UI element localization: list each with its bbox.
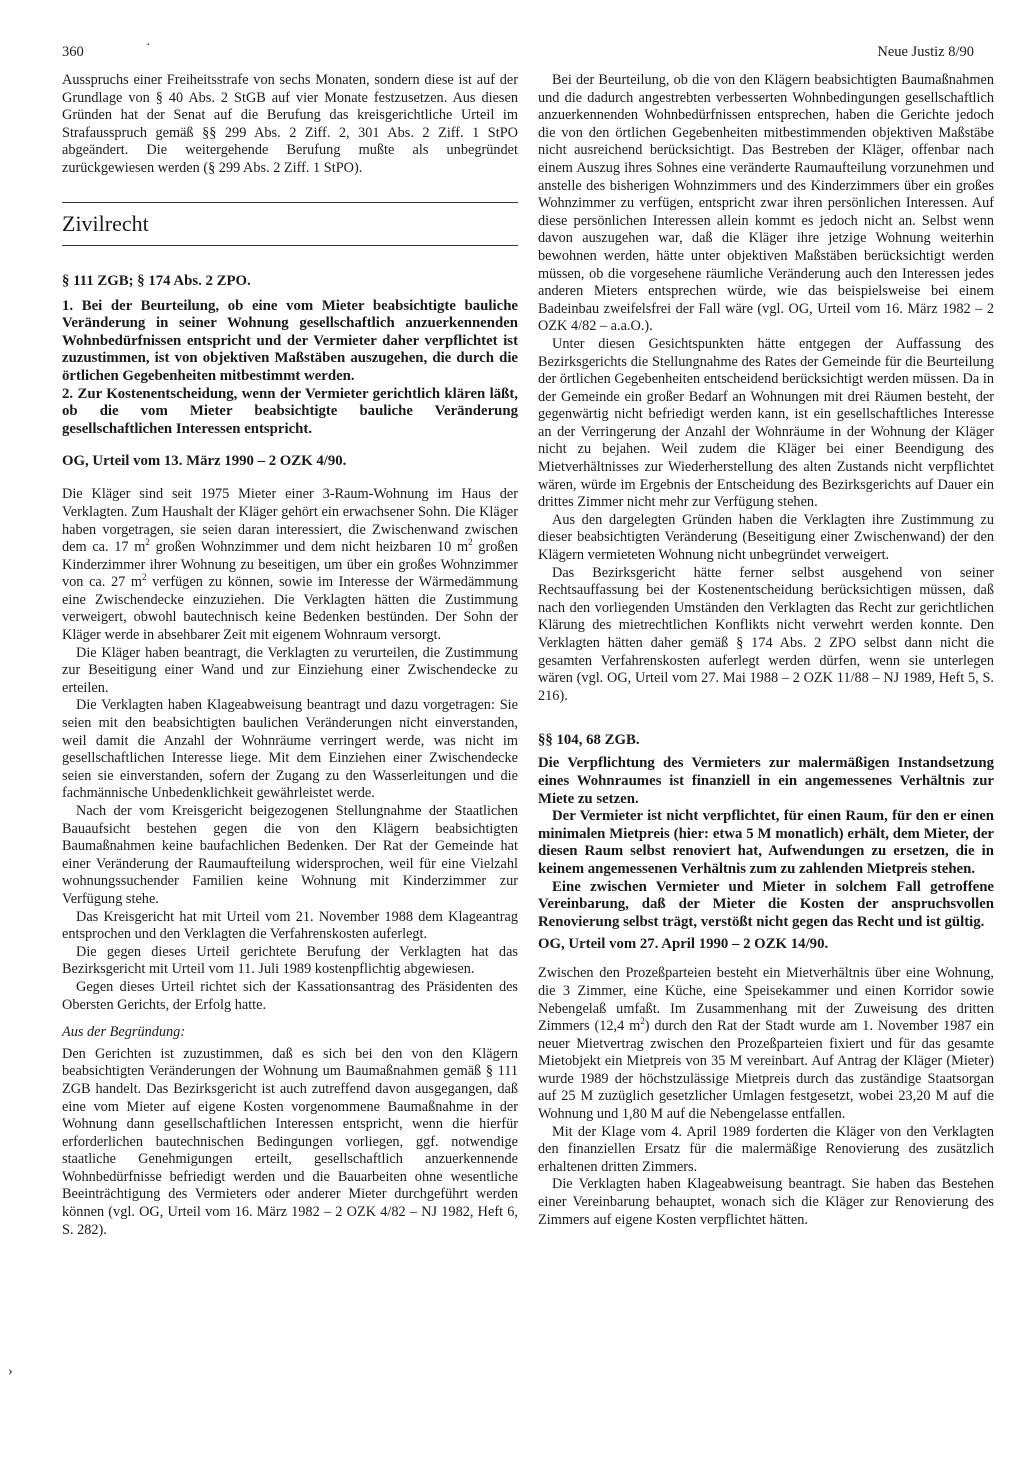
reasons-paragraph-2: Bei der Beurteilung, ob die von den Klägern beabsichtigten Baumaßnahmen und die dadurch angestrebten verbesserten Wohnbedingungen gesellschaftlich anzuerkennenden Wohnbedürfnissen entsprechen, haben die Gerichte jedoch die von den örtlichen Gegebenheiten mitbestimmenden objektiven Maßstäbe nicht ausreichend berücksichtigt. Das Bestreben der Kläger, offenbar nach einem Auszug ihres Sohnes eine veränderte Raumaufteilung vorzunehmen und anstelle des bisherigen Wohnzimmers und des Kinderzimmers über ein großes Wohnzimmer zu verfügen, entspricht zwar ihren persönlichen Interessen. Auf diese persönlichen Interessen allein kommt es jedoch nicht an. Selbst wenn davon auszugehen war, daß die Kläger ihre jetzige Wohnung weiterhin bewohnen werden, hätte unter objektiven Maßstäben berücksichtigt werden müssen, ob die vorgesehene räumliche Veränderung auch den Interessen jedes anderen Mieters entsprechen würde, wie das beispielsweise bei einem Badeinbau zweifelsfrei der Fall wäre (vgl. OG, Urteil vom 16. März 1982 – 2 OZK 4/82 – a.a.O.).	[538, 72, 994, 335]
margin-mark: ›	[8, 1364, 13, 1379]
facts-paragraph-4: Nach der vom Kreisgericht beigezogenen Stellungnahme der Staatlichen Bauaufsicht bestehen gegen die von den Klägern beabsichtigten Baumaßnahmen keine baufachlichen Bedenken. Der Rat der Gemeinde hat einer Veränderung der Raumaufteilung widersprochen, weil für eine Vielzahl wohnungssuchender Familien keine Wohnung mit Kinderzimmer zur Verfügung stehe.	[62, 803, 518, 907]
headnote-1: 1. Bei der Beurteilung, ob eine vom Mieter beabsichtigte bauliche Veränderung in seiner Wohnung gesellschaftlich anzuerkennenden Wohnbedürfnissen entspricht und der Vermieter daher verpflichtet ist zuzustimmen, ist von objektiven Maßstäben auszugehen, die durch die örtlichen Gegebenheiten mitbestimmt werden.	[62, 297, 518, 384]
section-title: Zivilrecht	[62, 210, 149, 236]
right-column	[538, 72, 994, 1229]
reasons-paragraph: Den Gerichten ist zuzustimmen, daß es sich bei den von den Klägern beabsichtigten Veränderungen der Wohnung um Baumaßnahmen gemäß § 111 ZGB handelt. Das Bezirksgericht ist auch zutreffend davon ausgegangen, daß eine vom Mieter auf eigene Kosten vorgenommene Baumaßnahme in der Wohnung dann gesellschaftlichen Interessen entspricht, wenn die hierfür erforderlichen bautechnischen Bedingungen vorliegen, ggf. notwendige staatliche Genehmigungen erteilt, gesellschaftlich anzuerkennende Wohnbedürfnisse befriedigt werden und die Bauarbeiten ohne wesentliche Beeinträchtigung des Vermieters oder anderer Mieter durchgeführt werden können (vgl. OG, Urteil vom 16. März 1982 – 2 OZK 4/82 – NJ 1982, Heft 6, S. 282).	[62, 1045, 518, 1238]
reasons-paragraph-5: Das Bezirksgericht hätte ferner selbst ausgehend von seiner Rechtsauffassung bei der Kostenentscheidung berücksichtigen müssen, daß nach den vorliegenden Umständen den Verklagten das Recht zur gerichtlichen Klärung des mietrechtlichen Konflikts nicht verwehrt werden konnte. Den Verklagten hätten daher gemäß § 174 Abs. 2 ZPO selbst dann nicht die gesamten Verfahrenskosten auferlegt werden dürfen, wenn sie unterlegen wären (vgl. OG, Urteil vom 27. Mai 1988 – 2 OZK 11/88 – NJ 1989, Heft 5, S. 216).	[538, 564, 994, 704]
facts-2-paragraph-1: Zwischen den Prozeßparteien besteht ein Mietverhältnis über eine Wohnung, die 3 Zimmer, eine Küche, eine Speisekammer und einen Korridor sowie Nebengelaß umfaßt. Im Zusammenhang mit der Zuweisung des dritten Zimmers (12,4 $m^2$) durch den Rat der Stadt wurde am 1. November 1987 ein neuer Mietvertrag zwischen den Prozeßparteien fixiert und für das gesamte Mietobjekt ein Mietpreis von 35 M vereinbart. Auf Antrag der Kläger (Mieter) wurde 1989 der höchstzulässige Mietpreis durch das zuständige Staatsorgan auf 25 M zuzüglich gesetzlicher Umlagen festgesetzt, wobei 23,20 M auf die Wohnung und 1,80 M auf die Nebengelasse entfallen.	[538, 965, 994, 1123]
intro-paragraph: Ausspruchs einer Freiheitsstrafe von sechs Monaten, sondern diese ist auf der Grundlage von § 40 Abs. 2 StGB auf vier Monate festzusetzen. Aus diesen Gründen hat der Senat auf die Berufung das kreisgerichtliche Urteil im Strafausspruch gemäß §§ 299 Abs. 2 Ziff. 2, 301 Abs. 2 Ziff. 1 StPO abgeändert. Die weitergehende Berufung mußte als unbegründet zurückgewiesen werden (§ 299 Abs. 2 Ziff. 1 StPO).	[62, 72, 518, 176]
law-reference: § 111 ZGB; § 174 Abs. 2 ZPO.	[62, 272, 251, 289]
facts-paragraph-6: Die gegen dieses Urteil gerichtete Berufung der Verklagten hat das Bezirksgericht mit Urteil vom 11. Juli 1989 kostenpflichtig abgewiesen.	[62, 943, 518, 978]
page-number: 360	[62, 44, 84, 60]
facts-paragraph-2: Die Kläger haben beantragt, die Verklagten zu verurteilen, die Zustimmung zur Beseitigung einer Wand und zur Einziehung einer Zwischendecke zu erteilen.	[62, 644, 518, 696]
headnote-2-2: Der Vermieter ist nicht verpflichtet, für einen Raum, für den er einen minimalen Mietpreis (hier: etwa 5 M monatlich) erhält, dem Mieter, der diesen Raum selbst renoviert hat, Aufwendungen zu ersetzen, die in keinem angemessenen Verhältnis zum zu zahlenden Mietpreis stehen.	[538, 808, 994, 877]
headnote-2-3: Eine zwischen Vermieter und Mieter in solchem Fall getroffene Vereinbarung, daß der Mieter die Kosten der anspruchsvollen Renovierung selbst trägt, verstößt nicht gegen das Recht und ist gültig.	[538, 878, 994, 930]
left-column	[62, 72, 518, 1239]
journal-issue: Neue Justiz 8/90	[877, 44, 974, 60]
section-rule-top	[62, 202, 518, 203]
facts-2-paragraph-3: Die Verklagten haben Klageabweisung beantragt. Sie haben das Bestehen einer Vereinbarung behauptet, wonach sich die Kläger zur Renovierung des Zimmers auf eigene Kosten verpflichtet hätten.	[538, 1176, 994, 1228]
headnote-2: 2. Zur Kostenentscheidung, wenn der Vermieter gerichtlich klären läßt, ob die vom Mieter beabsichtigte bauliche Veränderung gesellschaftlichen Interessen entspricht.	[62, 385, 518, 437]
decision-citation: OG, Urteil vom 13. März 1990 – 2 OZK 4/90.	[62, 453, 347, 470]
reasons-paragraph-3: Unter diesen Gesichtspunkten hätte entgegen der Auffassung des Bezirksgerichts die Stellungnahme des Rates der Gemeinde für die Beurteilung der örtlichen Gegebenheiten entscheidend berücksichtigt werden müssen. Da in der Gemeinde ein großer Bedarf an Wohnungen mit drei Räumen besteht, der gegenwärtig nicht befriedigt werden kann, ist ein gesellschaftliches Interesse an der Verringerung der Anzahl der Wohnräume in der Wohnung der Kläger nicht zu bejahen. Weil zudem die Kläger bei einer Beendigung des Mietverhältnisses zur Wiederherstellung des alten Zustands nicht verpflichtet wären, würde im Ergebnis der Entscheidung des Bezirksgerichts auf Dauer ein drittes Zimmer nicht mehr zur Verfügung stehen.	[538, 335, 994, 511]
reasons-paragraph-4: Aus den dargelegten Gründen haben die Verklagten ihre Zustimmung zu dieser beabsichtigten Veränderung (Beseitigung einer Zwischenwand) der den Klägern vermieteten Wohnung nicht unbegründet verweigert.	[538, 511, 994, 564]
facts-2-paragraph-2: Mit der Klage vom 4. April 1989 forderten die Kläger von den Verklagten den finanziellen Ersatz für die malermäßige Renovierung des zusätzlich erhaltenen dritten Zimmers.	[538, 1123, 994, 1175]
law-reference-2: §§ 104, 68 ZGB.	[538, 732, 640, 749]
facts-paragraph-3: Die Verklagten haben Klageabweisung beantragt und dazu vorgetragen: Sie seien mit den beabsichtigten baulichen Veränderungen nicht einverstanden, weil damit die Anzahl der Wohnräume verringert werde, was nicht im gesellschaftlichen Interesse liege. Mit dem Einziehen einer Zwischendecke seien sie einverstanden, sofern der Zugang zu den Wasserleitungen und die fachmännische Unbedenklichkeit gewährleistet werde.	[62, 697, 518, 802]
reasons-heading: Aus der Begründung:	[62, 1024, 186, 1041]
header-dot: ·	[146, 38, 151, 53]
facts-paragraph-5: Das Kreisgericht hat mit Urteil vom 21. November 1988 dem Klageantrag entsprochen und den Verklagten die Verfahrenskosten auferlegt.	[62, 908, 518, 943]
facts-paragraph-1: Die Kläger sind seit 1975 Mieter einer 3-Raum-Wohnung im Haus der Verklagten. Zum Haushalt der Kläger gehört ein erwachsener Sohn. Die Kläger haben vorgetragen, sie seien daran interessiert, die Zwischenwand zwischen dem ca. 17 $m^2$ großen Wohnzimmer und dem nicht heizbaren 10 $m^2$ großen Kinderzimmer ihrer Wohnung zu beseitigen, um über ein großes Wohnzimmer von ca. 27 $m^2$ verfügen zu können, sowie im Interesse der Wärmedämmung eine Zwischendecke einzuziehen. Die Verklagten hätten die Zustimmung verweigert, obwohl bautechnisch keine Bedenken bestünden. Der Sohn der Kläger werde in absehbarer Zeit mit eigenem Wohnraum versorgt.	[62, 486, 518, 644]
decision-citation-2: OG, Urteil vom 27. April 1990 – 2 OZK 14/90.	[538, 936, 829, 953]
facts-paragraph-7: Gegen dieses Urteil richtet sich der Kassationsantrag des Präsidenten des Obersten Gerichts, der Erfolg hatte.	[62, 978, 518, 1013]
headnote-2-1: Die Verpflichtung des Vermieters zur malermäßigen Instandsetzung eines Wohnraumes ist finanziell in ein angemessenes Verhältnis zur Miete zu setzen.	[538, 755, 994, 807]
